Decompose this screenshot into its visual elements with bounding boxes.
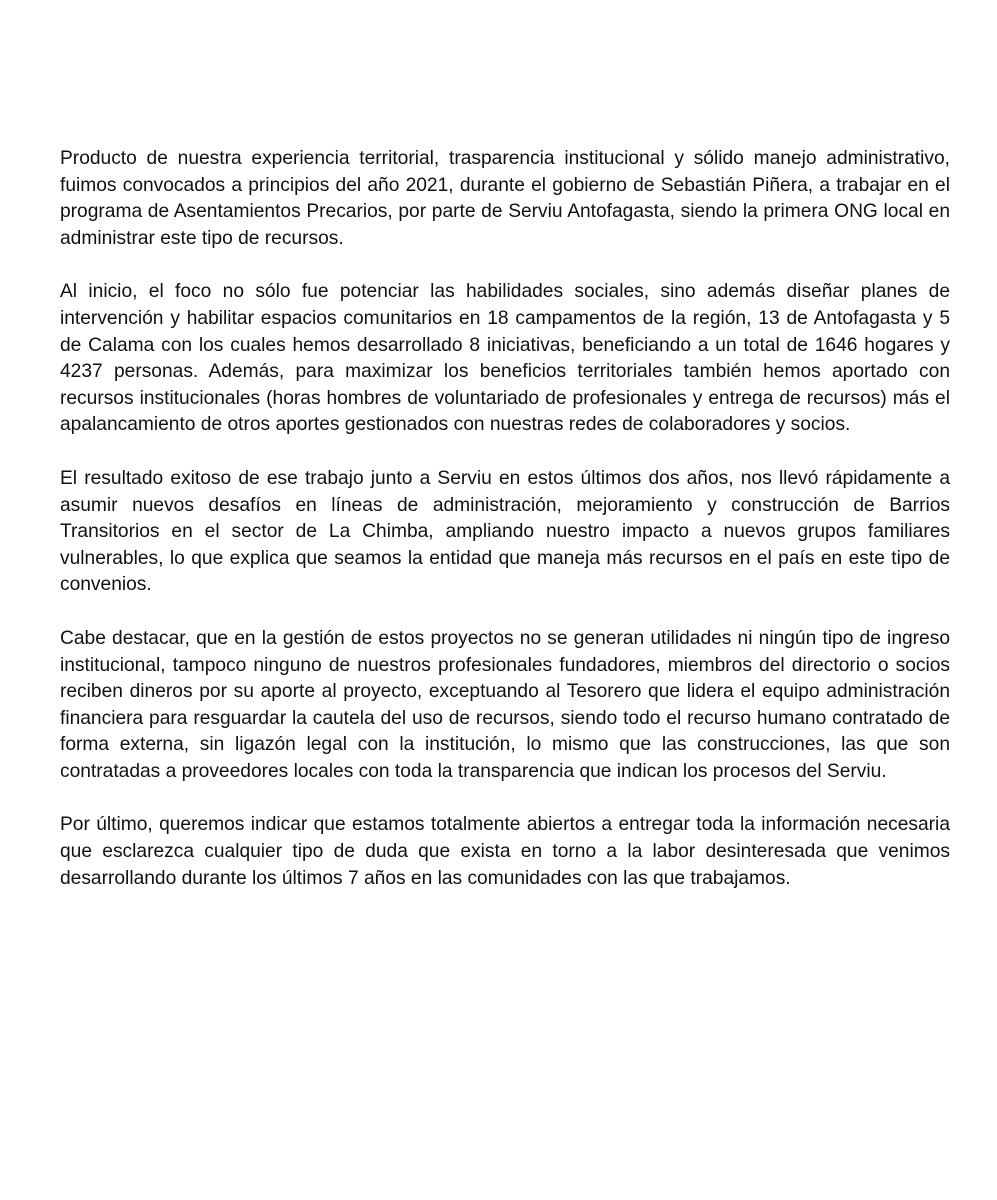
paragraph-experiencia: Producto de nuestra experiencia territorial, trasparencia institucional y sólido manejo administrativo, fuimos convocados a principios del año 2021, durante el gobierno de Sebastián Piñera, a trabajar en el programa de Asentamientos Precarios, por parte de Serviu Antofagasta, siendo la primera ONG local en administrar este tipo de recursos. [60,148,950,249]
paragraph-gestion: Cabe destacar, que en la gestión de estos proyectos no se generan utilidades ni ningún tipo de ingreso institucional, tampoco ninguno de nuestros profesionales fundadores, miembros del directorio o socios reciben dineros por su aporte al proyecto, exceptuando al Tesorero que lidera el equipo administración financiera para resguardar la cautela del uso de recursos, siendo todo el recurso humano contratado de forma externa, sin ligazón legal con la institución, lo mismo que las construcciones, las que son contratadas a proveedores locales con toda la transparencia que indican los procesos del Serviu. [60,627,950,782]
paragraph-inicio: Al inicio, el foco no sólo fue potenciar las habilidades sociales, sino además diseñar planes de intervención y habilitar espacios comunitarios en 18 campamentos de la región, 13 de Antofagasta y 5 de Calama con los cuales hemos desarrollado 8 iniciativas, beneficiando a un total de 1646 hogares y 4237 personas. Además, para maximizar los beneficios territoriales también hemos aportado con recursos institucionales (horas hombres de voluntariado de profesionales y entrega de recursos) más el apalancamiento de otros aportes gestionados con nuestras redes de colaboradores y socios. [60,281,950,436]
document-body [60,146,950,919]
paragraph-resultado: El resultado exitoso de ese trabajo junto a Serviu en estos últimos dos años, nos llevó rápidamente a asumir nuevos desafíos en líneas de administración, mejoramiento y construcción de Barrios Transitorios en el sector de La Chimba, ampliando nuestro impacto a nuevos grupos familiares vulnerables, lo que explica que seamos la entidad que maneja más recursos en el país en este tipo de convenios. [60,467,950,596]
paragraph-conclusion: Por último, queremos indicar que estamos totalmente abiertos a entregar toda la información necesaria que esclarezca cualquier tipo de duda que exista en torno a la labor desinteresada que venimos desarrollando durante los últimos 7 años en las comunidades con las que trabajamos. [60,814,950,889]
